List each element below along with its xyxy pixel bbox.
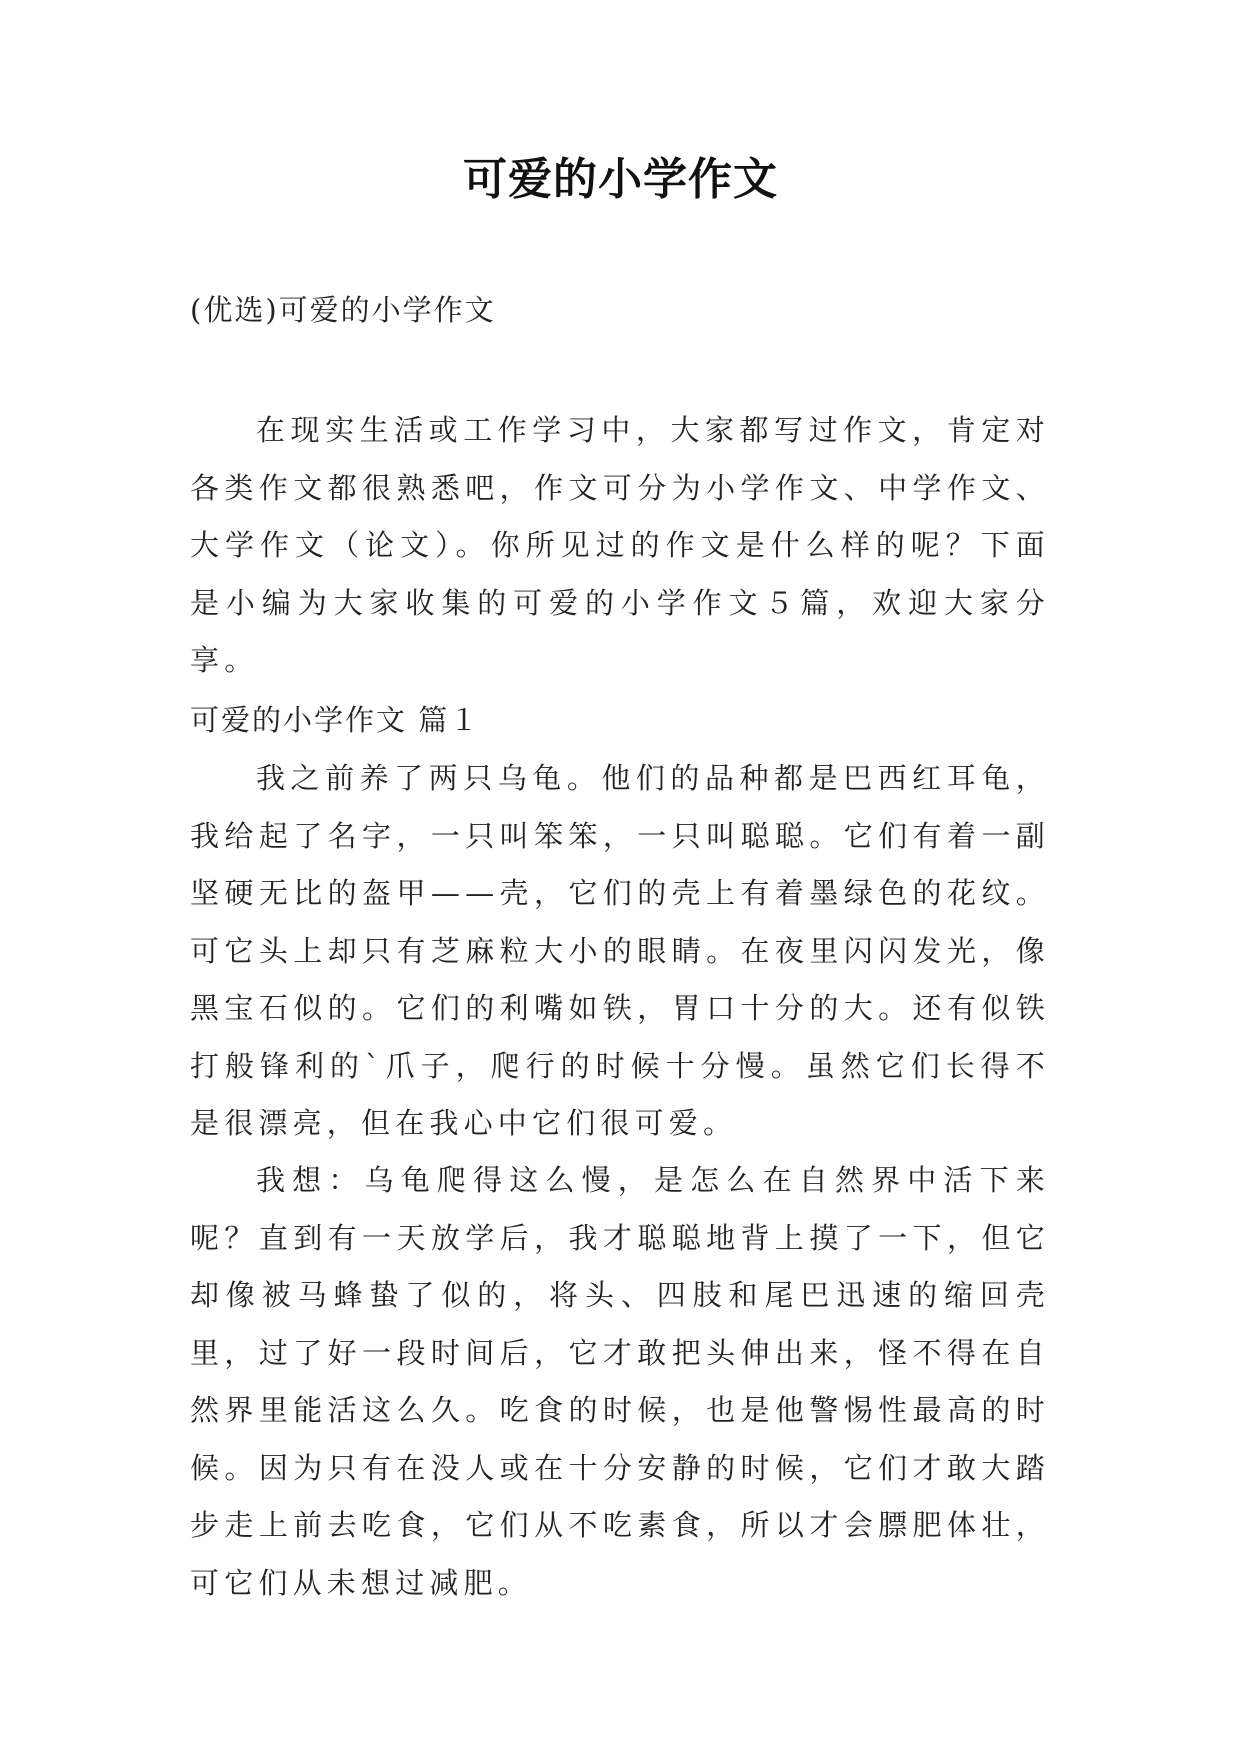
document-subtitle: (优选)可爱的小学作文	[190, 293, 496, 327]
intro-paragraph: 在现实生活或工作学习中，大家都写过作文，肯定对各类作文都很熟悉吧，作文可分为小学作文、中学作文、大学作文（论文）。你所见过的作文是什么样的呢？下面是小编为大家收集的可爱的小学作文５篇，欢迎大家分享。	[190, 413, 1050, 677]
section-heading: 可爱的小学作文 篇１	[190, 703, 481, 737]
body-paragraph-1: 我之前养了两只乌龟。他们的品种都是巴西红耳龟，我给起了名字，一只叫笨笨，一只叫聪聪。它们有着一副坚硬无比的盔甲——壳，它们的壳上有着墨绿色的花纹。可它头上却只有芝麻粒大小的眼睛。在夜里闪闪发光，像黑宝石似的。它们的利嘴如铁，胃口十分的大。还有似铁打般锋利的`爪子，爬行的时候十分慢。虽然它们长得不是很漂亮，但在我心中它们很可爱。	[190, 761, 1050, 1140]
body-paragraph-2: 我想：乌龟爬得这么慢，是怎么在自然界中活下来呢？直到有一天放学后，我才聪聪地背上摸了一下，但它却像被马蜂蛰了似的，将头、四肢和尾巴迅速的缩回壳里，过了好一段时间后，它才敢把头伸出来，怪不得在自然界里能活这么久。吃食的时候，也是他警惕性最高的时候。因为只有在没人或在十分安静的时候，它们才敢大踏步走上前去吃食，它们从不吃素食，所以才会膘肥体壮，可它们从未想过减肥。	[190, 1163, 1050, 1600]
document-title: 可爱的小学作文	[463, 154, 778, 205]
